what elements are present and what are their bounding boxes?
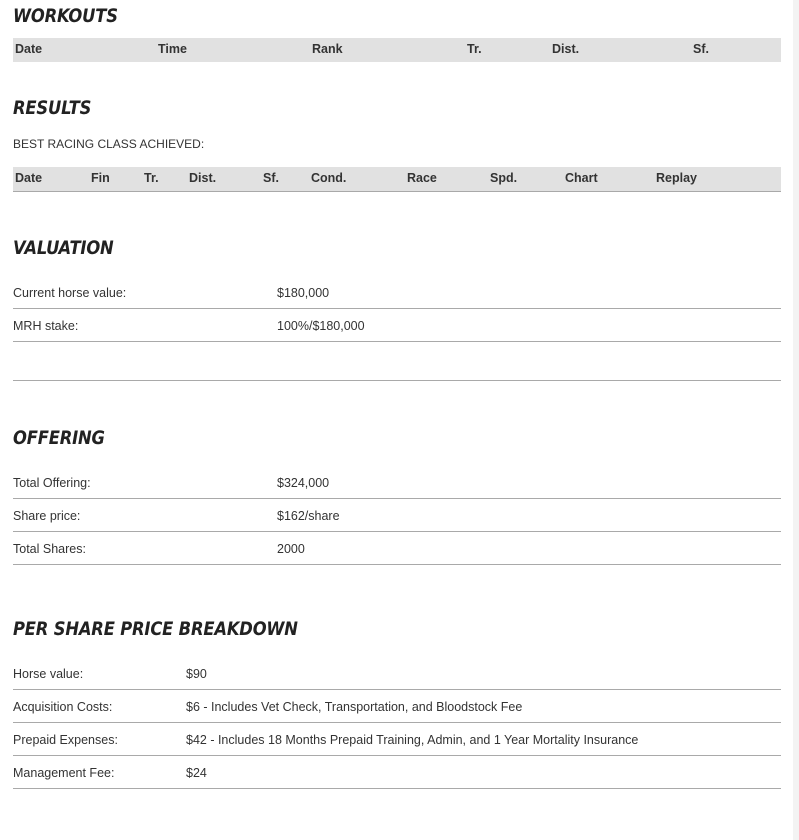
- workouts-heading: WORKOUTS: [13, 5, 118, 27]
- row-label: Management Fee:: [13, 766, 115, 780]
- results-col-track: Tr.: [144, 171, 159, 185]
- offering-heading: OFFERING: [13, 427, 105, 449]
- row-label: Total Offering:: [13, 476, 91, 490]
- breakdown-table: [13, 657, 781, 789]
- breakdown-row-horse-value: [13, 657, 781, 690]
- row-label: Share price:: [13, 509, 81, 523]
- valuation-row-current-value: [13, 276, 781, 309]
- workouts-col-surface: Sf.: [693, 42, 709, 56]
- workouts-col-date: Date: [15, 42, 43, 56]
- results-col-speed: Spd.: [490, 171, 518, 185]
- offering-row-total-shares: [13, 532, 781, 565]
- row-label: Total Shares:: [13, 542, 86, 556]
- row-value: $24: [186, 766, 207, 780]
- results-heading: RESULTS: [13, 97, 92, 119]
- best-racing-class-label: BEST RACING CLASS ACHIEVED:: [13, 137, 205, 151]
- offering-row-share-price: [13, 499, 781, 532]
- row-label: Acquisition Costs:: [13, 700, 113, 714]
- valuation-section: [13, 236, 781, 333]
- row-value: $324,000: [277, 476, 330, 490]
- results-col-fin: Fin: [91, 171, 110, 185]
- results-col-dist: Dist.: [189, 171, 217, 185]
- valuation-row-mrh-stake: [13, 309, 781, 342]
- results-col-cond: Cond.: [311, 171, 347, 185]
- breakdown-row-management-fee: [13, 756, 781, 789]
- offering-row-total-offering: [13, 466, 781, 499]
- vertical-scrollbar[interactable]: [793, 0, 799, 840]
- valuation-table: [13, 276, 781, 342]
- workouts-table-header: [13, 38, 781, 62]
- breakdown-heading: PER SHARE PRICE BREAKDOWN: [13, 618, 298, 640]
- results-col-race: Race: [407, 171, 437, 185]
- valuation-heading: VALUATION: [13, 237, 114, 259]
- results-col-chart: Chart: [565, 171, 598, 185]
- results-col-date: Date: [15, 171, 43, 185]
- results-table-header: [13, 167, 781, 192]
- results-col-replay: Replay: [656, 171, 697, 185]
- row-label: Prepaid Expenses:: [13, 733, 118, 747]
- workouts-col-track: Tr.: [467, 42, 482, 56]
- breakdown-row-acquisition-costs: [13, 690, 781, 723]
- row-value: 100%/$180,000: [277, 319, 365, 333]
- section-divider: [13, 380, 781, 381]
- row-value: 2000: [277, 542, 305, 556]
- row-value: $42 - Includes 18 Months Prepaid Training, Admin, and 1 Year Mortality Insurance: [186, 733, 639, 747]
- row-label: Horse value:: [13, 667, 84, 681]
- offering-section: [13, 426, 781, 556]
- offering-table: [13, 466, 781, 565]
- row-value: $6 - Includes Vet Check, Transportation, and Bloodstock Fee: [186, 700, 523, 714]
- row-value: $90: [186, 667, 207, 681]
- workouts-col-time: Time: [158, 42, 187, 56]
- breakdown-row-prepaid-expenses: [13, 723, 781, 756]
- results-col-surface: Sf.: [263, 171, 279, 185]
- row-label: MRH stake:: [13, 319, 79, 333]
- breakdown-section: [13, 617, 781, 780]
- workouts-col-dist: Dist.: [552, 42, 580, 56]
- workouts-section: [13, 4, 781, 56]
- row-value: $162/share: [277, 509, 340, 523]
- results-section: [13, 96, 781, 185]
- workouts-col-rank: Rank: [312, 42, 343, 56]
- row-value: $180,000: [277, 286, 330, 300]
- row-label: Current horse value:: [13, 286, 127, 300]
